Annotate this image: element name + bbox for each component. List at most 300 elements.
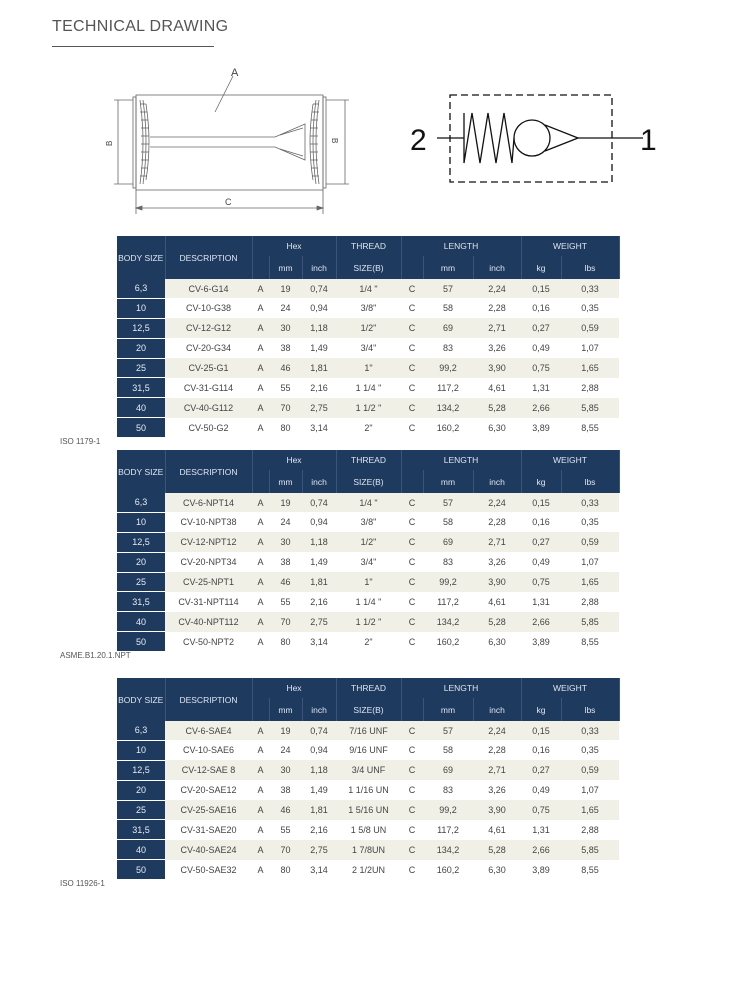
weight-kg-cell: 1,31 [521,378,561,398]
header-thread-size: SIZE(B) [336,470,401,493]
header-hex-inch: inch [302,698,336,721]
hex-dim-cell: A [252,358,269,378]
thread-size-cell: 1/4 " [336,493,401,512]
body-size-cell: 20 [117,780,165,800]
thread-size-cell: 9/16 UNF [336,740,401,760]
weight-lbs-cell: 2,88 [561,820,619,840]
description-cell: CV-31-G114 [165,378,252,398]
weight-lbs-cell: 0,59 [561,760,619,780]
weight-lbs-cell: 5,85 [561,612,619,632]
table-row [117,860,619,880]
hex-dim-cell: A [252,512,269,532]
hex-inch-cell: 0,94 [302,298,336,318]
hex-dim-cell: A [252,493,269,512]
hex-mm-cell: 70 [269,398,302,418]
body-size-cell: 12,5 [117,532,165,552]
thread-size-cell: 3/8" [336,298,401,318]
hex-inch-cell: 1,18 [302,318,336,338]
length-dim-cell: C [401,338,423,358]
body-size-cell: 50 [117,860,165,880]
hex-mm-cell: 24 [269,512,302,532]
header-length-blank [401,256,423,279]
hex-mm-cell: 30 [269,318,302,338]
header-body-size: BODY SIZE [117,450,165,493]
header-length-mm: mm [423,470,473,493]
hex-inch-cell: 1,49 [302,552,336,572]
weight-kg-cell: 0,49 [521,338,561,358]
length-mm-cell: 160,2 [423,632,473,652]
description-cell: CV-10-G38 [165,298,252,318]
thread-size-cell: 1/2" [336,318,401,338]
table-row [117,592,619,612]
hex-dim-cell: A [252,532,269,552]
weight-kg-cell: 1,31 [521,820,561,840]
weight-lbs-cell: 8,55 [561,860,619,880]
description-cell: CV-40-NPT112 [165,612,252,632]
header-thread-size: SIZE(B) [336,256,401,279]
thread-size-cell: 2 1/2UN [336,860,401,880]
weight-kg-cell: 0,49 [521,780,561,800]
weight-kg-cell: 2,66 [521,840,561,860]
description-cell: CV-12-NPT12 [165,532,252,552]
header-length: LENGTH [401,236,521,256]
hex-dim-cell: A [252,592,269,612]
header-weight: WEIGHT [521,236,619,256]
description-cell: CV-12-SAE 8 [165,760,252,780]
spec-table-npt [117,450,620,652]
port-1-label: 1 [640,124,657,157]
hex-inch-cell: 3,14 [302,418,336,438]
length-mm-cell: 69 [423,318,473,338]
length-mm-cell: 134,2 [423,840,473,860]
table-row [117,318,619,338]
valve-body-drawing [114,76,349,214]
weight-kg-cell: 0,75 [521,572,561,592]
description-cell: CV-25-NPT1 [165,572,252,592]
length-mm-cell: 99,2 [423,358,473,378]
thread-size-cell: 3/4" [336,338,401,358]
weight-kg-cell: 3,89 [521,632,561,652]
table-row [117,378,619,398]
hex-mm-cell: 19 [269,721,302,740]
hex-dim-cell: A [252,318,269,338]
hex-mm-cell: 55 [269,378,302,398]
length-inch-cell: 4,61 [473,820,521,840]
header-weight-lbs: lbs [561,256,619,279]
thread-size-cell: 1 5/8 UN [336,820,401,840]
table-row [117,338,619,358]
weight-lbs-cell: 0,33 [561,493,619,512]
length-mm-cell: 117,2 [423,592,473,612]
length-mm-cell: 160,2 [423,860,473,880]
weight-kg-cell: 2,66 [521,612,561,632]
length-inch-cell: 5,28 [473,840,521,860]
thread-size-cell: 1" [336,358,401,378]
header-hex-blank [252,470,269,493]
hex-dim-cell: A [252,378,269,398]
hex-dim-cell: A [252,612,269,632]
description-cell: CV-12-G12 [165,318,252,338]
length-dim-cell: C [401,398,423,418]
table-row [117,780,619,800]
table-row [117,493,619,512]
weight-kg-cell: 0,16 [521,512,561,532]
length-inch-cell: 2,71 [473,318,521,338]
length-inch-cell: 2,24 [473,493,521,512]
length-inch-cell: 5,28 [473,398,521,418]
weight-lbs-cell: 8,55 [561,632,619,652]
hex-mm-cell: 70 [269,612,302,632]
weight-lbs-cell: 1,65 [561,358,619,378]
hex-inch-cell: 0,74 [302,721,336,740]
hex-inch-cell: 3,14 [302,632,336,652]
length-dim-cell: C [401,840,423,860]
weight-lbs-cell: 2,88 [561,592,619,612]
hex-mm-cell: 24 [269,298,302,318]
thread-size-cell: 2" [336,632,401,652]
header-weight-kg: kg [521,256,561,279]
weight-kg-cell: 3,89 [521,860,561,880]
body-size-cell: 25 [117,800,165,820]
description-cell: CV-31-SAE20 [165,820,252,840]
hex-dim-cell: A [252,298,269,318]
weight-lbs-cell: 1,07 [561,780,619,800]
hex-mm-cell: 70 [269,840,302,860]
header-length-blank [401,698,423,721]
description-cell: CV-25-G1 [165,358,252,378]
length-inch-cell: 2,24 [473,721,521,740]
hex-mm-cell: 46 [269,572,302,592]
length-dim-cell: C [401,820,423,840]
body-size-cell: 25 [117,358,165,378]
table-row [117,552,619,572]
body-size-cell: 6,3 [117,493,165,512]
thread-size-cell: 3/4 UNF [336,760,401,780]
table-row [117,398,619,418]
thread-size-cell: 1 1/16 UN [336,780,401,800]
body-size-cell: 31,5 [117,378,165,398]
header-body-size: BODY SIZE [117,678,165,721]
body-size-cell: 31,5 [117,820,165,840]
description-cell: CV-6-G14 [165,279,252,298]
weight-lbs-cell: 1,65 [561,800,619,820]
description-cell: CV-20-SAE12 [165,780,252,800]
weight-lbs-cell: 2,88 [561,378,619,398]
hex-mm-cell: 24 [269,740,302,760]
length-dim-cell: C [401,760,423,780]
length-inch-cell: 6,30 [473,418,521,438]
weight-kg-cell: 0,75 [521,358,561,378]
description-cell: CV-20-G34 [165,338,252,358]
header-thread-size: SIZE(B) [336,698,401,721]
hex-dim-cell: A [252,740,269,760]
description-cell: CV-50-SAE32 [165,860,252,880]
length-dim-cell: C [401,632,423,652]
weight-lbs-cell: 0,59 [561,532,619,552]
length-dim-cell: C [401,780,423,800]
header-length-inch: inch [473,470,521,493]
length-dim-cell: C [401,721,423,740]
length-mm-cell: 69 [423,532,473,552]
length-dim-cell: C [401,592,423,612]
length-dim-cell: C [401,298,423,318]
length-mm-cell: 99,2 [423,800,473,820]
weight-kg-cell: 0,15 [521,493,561,512]
dimension-label-b-right: B [330,138,339,144]
weight-kg-cell: 3,89 [521,418,561,438]
length-inch-cell: 3,90 [473,800,521,820]
length-mm-cell: 57 [423,721,473,740]
description-cell: CV-50-NPT2 [165,632,252,652]
header-length-inch: inch [473,256,521,279]
description-cell: CV-50-G2 [165,418,252,438]
description-cell: CV-20-NPT34 [165,552,252,572]
hex-inch-cell: 2,75 [302,398,336,418]
length-inch-cell: 3,26 [473,338,521,358]
header-body-size: BODY SIZE [117,236,165,279]
length-dim-cell: C [401,378,423,398]
port-2-label: 2 [410,124,427,157]
length-inch-cell: 2,24 [473,279,521,298]
length-dim-cell: C [401,512,423,532]
header-weight-lbs: lbs [561,470,619,493]
hex-mm-cell: 19 [269,493,302,512]
thread-size-cell: 1 7/8UN [336,840,401,860]
weight-kg-cell: 0,75 [521,800,561,820]
length-inch-cell: 2,28 [473,740,521,760]
length-dim-cell: C [401,800,423,820]
table-row [117,632,619,652]
header-length: LENGTH [401,678,521,698]
length-mm-cell: 58 [423,298,473,318]
header-thread: THREAD [336,236,401,256]
dimension-label-b-left: B [105,140,114,146]
body-size-cell: 50 [117,632,165,652]
weight-lbs-cell: 5,85 [561,840,619,860]
length-dim-cell: C [401,572,423,592]
dimension-label-a: A [231,67,239,79]
thread-size-cell: 1" [336,572,401,592]
length-inch-cell: 6,30 [473,860,521,880]
header-weight: WEIGHT [521,450,619,470]
header-hex: Hex [252,236,336,256]
length-mm-cell: 117,2 [423,378,473,398]
weight-kg-cell: 2,66 [521,398,561,418]
table-row [117,358,619,378]
header-hex-mm: mm [269,470,302,493]
thread-size-cell: 3/8" [336,512,401,532]
hex-dim-cell: A [252,572,269,592]
table-row [117,512,619,532]
description-cell: CV-6-SAE4 [165,721,252,740]
hex-dim-cell: A [252,760,269,780]
hex-mm-cell: 46 [269,358,302,378]
length-dim-cell: C [401,358,423,378]
weight-lbs-cell: 0,35 [561,740,619,760]
length-inch-cell: 3,26 [473,552,521,572]
weight-kg-cell: 0,15 [521,279,561,298]
weight-lbs-cell: 0,35 [561,298,619,318]
length-inch-cell: 5,28 [473,612,521,632]
weight-kg-cell: 0,49 [521,552,561,572]
hex-mm-cell: 46 [269,800,302,820]
thread-size-cell: 7/16 UNF [336,721,401,740]
body-size-cell: 10 [117,740,165,760]
page-title: TECHNICAL DRAWING [52,18,229,35]
body-size-cell: 40 [117,612,165,632]
header-length: LENGTH [401,450,521,470]
weight-lbs-cell: 5,85 [561,398,619,418]
body-size-cell: 6,3 [117,279,165,298]
weight-kg-cell: 0,16 [521,298,561,318]
length-dim-cell: C [401,740,423,760]
weight-lbs-cell: 1,65 [561,572,619,592]
header-hex-inch: inch [302,470,336,493]
spec-table-iso11926 [117,678,620,880]
header-description: DESCRIPTION [165,236,252,279]
hex-inch-cell: 1,18 [302,532,336,552]
hex-inch-cell: 2,16 [302,378,336,398]
hex-inch-cell: 2,16 [302,592,336,612]
body-size-cell: 10 [117,512,165,532]
hex-inch-cell: 1,18 [302,760,336,780]
body-size-cell: 40 [117,398,165,418]
weight-lbs-cell: 0,33 [561,721,619,740]
length-mm-cell: 69 [423,760,473,780]
length-dim-cell: C [401,552,423,572]
hex-inch-cell: 0,74 [302,493,336,512]
length-inch-cell: 2,28 [473,512,521,532]
hex-dim-cell: A [252,840,269,860]
hex-inch-cell: 2,16 [302,820,336,840]
hex-mm-cell: 38 [269,552,302,572]
body-size-cell: 40 [117,840,165,860]
technical-drawing [0,0,731,230]
header-thread: THREAD [336,450,401,470]
hex-dim-cell: A [252,632,269,652]
weight-kg-cell: 1,31 [521,592,561,612]
length-dim-cell: C [401,279,423,298]
table-row [117,760,619,780]
thread-size-cell: 1 1/4 " [336,378,401,398]
length-mm-cell: 134,2 [423,398,473,418]
hex-inch-cell: 1,81 [302,800,336,820]
header-hex-mm: mm [269,256,302,279]
header-description: DESCRIPTION [165,678,252,721]
length-mm-cell: 58 [423,740,473,760]
thread-size-cell: 1 5/16 UN [336,800,401,820]
hex-dim-cell: A [252,721,269,740]
standard-label: ISO 1179-1 [60,437,101,446]
table-row [117,418,619,438]
weight-lbs-cell: 0,59 [561,318,619,338]
length-inch-cell: 6,30 [473,632,521,652]
body-size-cell: 31,5 [117,592,165,612]
description-cell: CV-31-NPT114 [165,592,252,612]
length-mm-cell: 57 [423,279,473,298]
body-size-cell: 6,3 [117,721,165,740]
thread-size-cell: 2" [336,418,401,438]
length-dim-cell: C [401,532,423,552]
hex-dim-cell: A [252,552,269,572]
hex-inch-cell: 1,49 [302,780,336,800]
description-cell: CV-40-SAE24 [165,840,252,860]
length-mm-cell: 57 [423,493,473,512]
hex-inch-cell: 2,75 [302,840,336,860]
length-mm-cell: 83 [423,780,473,800]
body-size-cell: 12,5 [117,760,165,780]
header-hex-blank [252,256,269,279]
thread-size-cell: 1/4 " [336,279,401,298]
table-row [117,721,619,740]
body-size-cell: 25 [117,572,165,592]
length-mm-cell: 58 [423,512,473,532]
weight-lbs-cell: 0,33 [561,279,619,298]
hex-mm-cell: 19 [269,279,302,298]
length-inch-cell: 4,61 [473,378,521,398]
table-row [117,612,619,632]
header-weight-lbs: lbs [561,698,619,721]
table-row [117,820,619,840]
spec-table-iso1179 [117,236,620,438]
length-inch-cell: 4,61 [473,592,521,612]
weight-lbs-cell: 8,55 [561,418,619,438]
weight-lbs-cell: 0,35 [561,512,619,532]
hex-dim-cell: A [252,820,269,840]
length-mm-cell: 99,2 [423,572,473,592]
hex-mm-cell: 80 [269,632,302,652]
hex-dim-cell: A [252,338,269,358]
hex-mm-cell: 80 [269,860,302,880]
body-size-cell: 20 [117,338,165,358]
hex-mm-cell: 30 [269,760,302,780]
hex-mm-cell: 55 [269,592,302,612]
length-dim-cell: C [401,860,423,880]
hex-inch-cell: 0,74 [302,279,336,298]
header-hex-blank [252,698,269,721]
body-size-cell: 50 [117,418,165,438]
length-inch-cell: 3,90 [473,572,521,592]
thread-size-cell: 1 1/2 " [336,612,401,632]
header-thread: THREAD [336,678,401,698]
hex-mm-cell: 38 [269,338,302,358]
hex-dim-cell: A [252,279,269,298]
weight-kg-cell: 0,27 [521,760,561,780]
hex-dim-cell: A [252,418,269,438]
table-row [117,532,619,552]
header-weight-kg: kg [521,698,561,721]
length-inch-cell: 2,71 [473,532,521,552]
length-mm-cell: 160,2 [423,418,473,438]
hex-mm-cell: 30 [269,532,302,552]
hex-inch-cell: 1,81 [302,358,336,378]
description-cell: CV-25-SAE16 [165,800,252,820]
hex-inch-cell: 0,94 [302,512,336,532]
thread-size-cell: 1/2" [336,532,401,552]
table-row [117,279,619,298]
standard-label: ISO 11926-1 [60,879,105,888]
standard-label: ASME.B1.20.1.NPT [60,651,131,660]
length-inch-cell: 2,28 [473,298,521,318]
body-size-cell: 10 [117,298,165,318]
weight-kg-cell: 0,27 [521,532,561,552]
description-cell: CV-6-NPT14 [165,493,252,512]
header-hex: Hex [252,450,336,470]
header-length-mm: mm [423,256,473,279]
length-inch-cell: 3,90 [473,358,521,378]
thread-size-cell: 1 1/4 " [336,592,401,612]
length-mm-cell: 134,2 [423,612,473,632]
